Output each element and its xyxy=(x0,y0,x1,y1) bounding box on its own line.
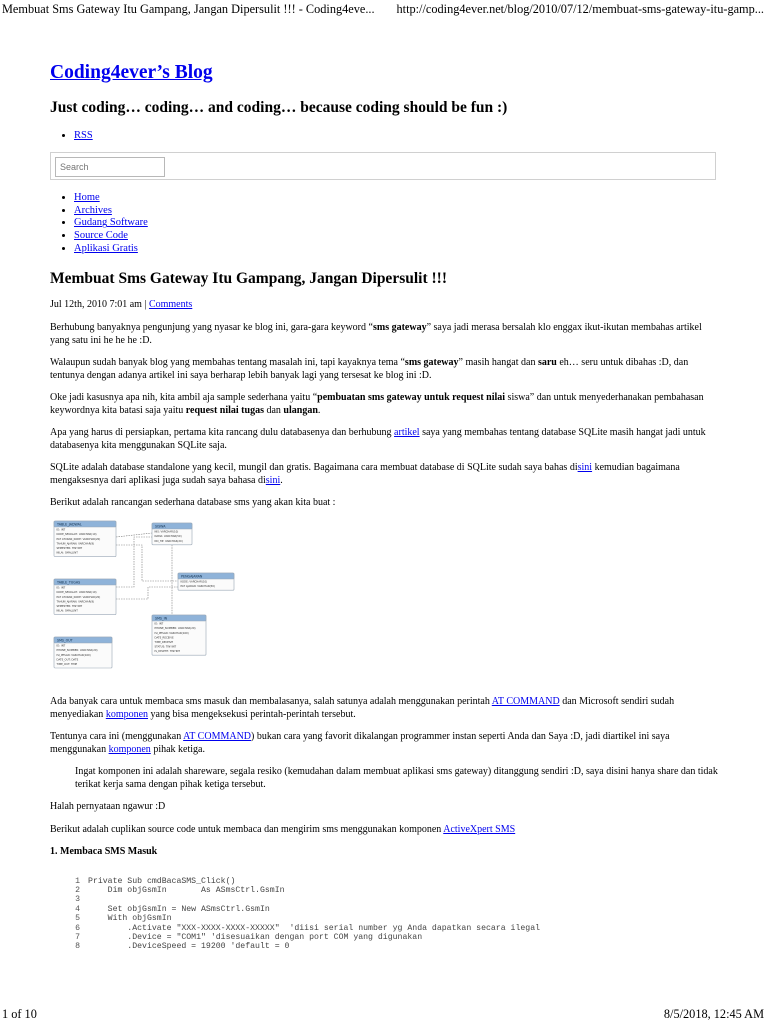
table-field: NILAI: SMALLINT xyxy=(56,609,78,613)
table-field: TIME_RECEIVE xyxy=(154,641,174,645)
table-field: KODE_SEKOLAH: VARCHAR(10) xyxy=(56,533,97,537)
diagram-tables xyxy=(54,521,234,668)
diagram-table xyxy=(54,521,116,557)
code-block xyxy=(50,877,720,952)
paragraph-1 xyxy=(50,322,720,347)
disclaimer-quote: Ingat komponen ini adalah shareware, segala resiko (kemudahan dalam membuat aplikasi sms gateway) ditanggung sendiri :D, saya disini hanya share dan tidak terikat kerja sama dengan pihak ketiga tersebut. xyxy=(75,766,718,790)
blog-title xyxy=(50,60,213,86)
text: Ada banyak cara untuk membaca sms masuk dan membalasanya, salah satunya adalah menggunakan perintah xyxy=(50,696,492,708)
diagram-table xyxy=(54,637,112,668)
table-field: SEMESTER: TINYINT xyxy=(56,605,83,609)
paragraph-3 xyxy=(50,392,720,417)
rss-item xyxy=(74,130,93,143)
bold-keyword: sms gateway xyxy=(404,356,459,368)
text: ) bukan cara yang favorit dikalangan programmer instan seperti Anda dan Saya :D, jadi diartikel ini saya menggunakan xyxy=(50,731,670,755)
nav-link-archives[interactable]: Archives xyxy=(74,204,112,216)
nav-link-home[interactable]: Home xyxy=(74,192,100,203)
table-field: PHONE_NUMBER: VARCHAR(20) xyxy=(56,649,98,653)
paragraph-8 xyxy=(50,731,720,756)
blog-tagline: Just coding… coding… and coding… because coding should be fun :) xyxy=(50,99,508,116)
table-field: ID: INT xyxy=(56,528,66,532)
code-text: Dim objGsmIn As ASmsCtrl.GsmIn xyxy=(88,886,285,896)
diagram-relations xyxy=(116,533,178,615)
table-field: ISI_PESAN: VARCHAR(160) xyxy=(154,632,189,636)
text: Apa yang harus di persiapkan, pertama kita rancang dulu databasenya dan berhubung xyxy=(50,426,395,438)
table-field: DATE_OUT: DATE xyxy=(56,658,79,662)
diagram-table xyxy=(54,579,116,615)
text: ” masih hangat dan xyxy=(458,356,538,368)
line-number: 6 xyxy=(75,923,80,933)
table-field: PHONE_NUMBER: VARCHAR(20) xyxy=(154,627,196,631)
line-number: 5 xyxy=(75,914,80,924)
nav-item-gudang-software xyxy=(74,217,148,230)
nav-item-aplikasi-gratis xyxy=(74,243,148,256)
page-number: 1 of 10 xyxy=(2,1007,37,1021)
table-name: TABLE_JADWAL xyxy=(57,522,82,527)
diagram-table xyxy=(178,573,234,590)
text: Berikut adalah cuplikan source code untuk membaca dan mengirim sms menggunakan komponen xyxy=(50,823,444,835)
sini-link-1[interactable]: sini xyxy=(577,461,593,473)
code-line xyxy=(50,877,720,886)
code-text: Set objGsmIn = New ASmsCtrl.GsmIn xyxy=(88,904,270,914)
code-line xyxy=(50,924,720,933)
code-line xyxy=(50,895,720,904)
relation-line xyxy=(116,587,178,599)
line-number: 8 xyxy=(75,942,80,952)
nav-link-gudang-software[interactable]: Gudang Software xyxy=(74,217,148,229)
diagram-table xyxy=(152,615,206,655)
text: Oke jadi kasusnya apa nih, kita ambil aja sample sederhana yaitu “ xyxy=(50,391,318,403)
text: SQLite adalah database standalone yang kecil, mungil dan gratis. Bagaimana cara membuat database di SQLite sudah saya bahas di xyxy=(50,461,578,473)
print-header xyxy=(0,0,768,18)
rss-link[interactable]: RSS xyxy=(74,130,93,141)
paragraph-6: Berikut adalah rancangan sederhana database sms yang akan kita buat : xyxy=(50,496,336,508)
text: . xyxy=(280,474,283,486)
table-field: ID: INT xyxy=(56,644,66,648)
search-container xyxy=(50,152,716,180)
table-name: SMS_IN xyxy=(155,616,168,621)
line-number: 2 xyxy=(75,886,80,896)
activexpert-link[interactable]: ActiveXpert SMS xyxy=(443,823,516,835)
database-diagram xyxy=(52,519,237,682)
table-field: DATE_RECEIVE xyxy=(154,636,174,640)
nav-item-archives xyxy=(74,205,148,218)
table-field: PAT ATURAN_KODE: VARCHAR(20) xyxy=(56,538,101,542)
sini-link-2[interactable]: sini xyxy=(265,474,281,486)
text: dan Microsoft sendiri sudah menyediakan xyxy=(50,696,675,720)
text: siswa xyxy=(505,391,530,403)
table-field: PAT AJARAN: VARCHAR(50) xyxy=(180,585,215,589)
table-field: ISI_PESAN: VARCHAR(160) xyxy=(56,654,91,658)
table-field: KODE: VARCHAR(10) xyxy=(180,580,208,584)
print-datetime: 8/5/2018, 12:45 AM xyxy=(663,1007,764,1021)
table-field: ID: INT xyxy=(56,586,66,590)
table-field: NIS: VARCHAR(10) xyxy=(154,530,179,534)
table-field: SEMESTER: TINYINT xyxy=(56,547,83,551)
paragraph-9: Halah pernyataan ngawur :D xyxy=(50,801,166,813)
code-text: .DeviceSpeed = 19200 'default = 0 xyxy=(88,942,290,952)
text: saya yang membahas tentang database SQLite masih hangat jadi untuk databasenya kita menggunakan SQLite saja. xyxy=(50,426,706,451)
table-field: NO_HP: VARCHAR(20) xyxy=(154,540,183,544)
code-line xyxy=(50,942,720,951)
table-field: TIME_OUT: TIME xyxy=(56,663,78,667)
table-field: NAMA: VARCHAR(50) xyxy=(154,535,182,539)
main-nav xyxy=(50,192,148,256)
text: dan xyxy=(263,404,284,416)
table-field: TAHUN_AJARAN: VARCHAR(9) xyxy=(56,600,95,604)
table-name: TABLE_TUGAS xyxy=(57,580,81,585)
post-date: Jul 12th, 2010 7:01 am | xyxy=(50,299,149,310)
comments-link[interactable]: Comments xyxy=(148,299,193,310)
paragraph-10 xyxy=(50,824,720,837)
print-footer xyxy=(0,1007,768,1023)
search-input[interactable] xyxy=(55,157,165,177)
code-line xyxy=(50,886,720,895)
nav-item-home xyxy=(74,192,148,205)
paragraph-2 xyxy=(50,357,720,382)
komponen-link-1[interactable]: komponen xyxy=(105,708,149,720)
paragraph-5 xyxy=(50,462,720,487)
code-text: .Activate "XXX-XXXX-XXXX-XXXXX" 'diisi serial number yg Anda dapatkan secara ilegal xyxy=(88,923,541,933)
blog-title-link[interactable]: Coding4ever’s Blog xyxy=(50,62,213,83)
rss-list xyxy=(50,130,93,143)
text: yang bisa mengeksekusi perintah-perintah tersebut. xyxy=(148,708,356,720)
komponen-link-2[interactable]: komponen xyxy=(108,743,151,755)
post-content xyxy=(50,322,720,952)
bold-word: ulangan xyxy=(283,404,318,416)
paragraph-4 xyxy=(50,427,720,452)
table-name: SMS_OUT xyxy=(57,638,73,643)
text: pihak ketiga. xyxy=(150,743,205,755)
code-text: With objGsmIn xyxy=(88,914,172,924)
nav-link-source-code[interactable]: Source Code xyxy=(74,230,128,242)
diagram-table xyxy=(152,523,192,545)
print-header-title: Membuat Sms Gateway Itu Gampang, Jangan Dipersulit !!! - Coding4eve... xyxy=(2,2,375,16)
text: Tentunya cara ini (menggunakan xyxy=(50,731,184,743)
line-number: 7 xyxy=(75,933,80,943)
paragraph-7 xyxy=(50,696,720,721)
post-title: Membuat Sms Gateway Itu Gampang, Jangan Dipersulit !!! xyxy=(50,270,447,287)
nav-item-source-code xyxy=(74,230,148,243)
artikel-link[interactable]: artikel xyxy=(394,426,420,438)
text: eh… seru untuk dibahas :D, dan tentunya dengan adanya artikel ini saya berharap lebih banyak lagi yang tersesat ke blog ini :D. xyxy=(50,356,689,381)
relation-line xyxy=(116,537,152,587)
line-number: 3 xyxy=(75,895,80,905)
code-line xyxy=(50,914,720,923)
line-number: 4 xyxy=(75,904,80,914)
relation-line xyxy=(116,533,152,537)
nav-link-aplikasi-gratis[interactable]: Aplikasi Gratis xyxy=(74,242,138,254)
table-field: IS_DELETE: TINYINT xyxy=(154,650,181,654)
bold-word: saru xyxy=(537,356,557,368)
text: ” saya jadi merasa bersalah klo enggax ikut-ikutan membahas artikel yang satu ini he he he :D. xyxy=(50,322,702,346)
line-number: 1 xyxy=(75,876,80,886)
print-header-url: http://coding4ever.net/blog/2010/07/12/membuat-sms-gateway-itu-gamp... xyxy=(396,2,764,16)
text: kemudian bagaimana mengaksesnya dari aplikasi juga sudah saya bahasa di xyxy=(50,461,680,486)
relation-line xyxy=(116,545,178,581)
table-field: NILAI: SMALLINT xyxy=(56,551,78,555)
table-field: STATUS: TINYINT xyxy=(154,645,177,649)
table-name: SISWA xyxy=(155,524,166,529)
code-text: Private Sub cmdBacaSMS_Click() xyxy=(88,876,236,886)
text: Walaupun sudah banyak blog yang membahas tentang masalah ini, tapi kayaknya tema “ xyxy=(50,356,405,368)
code-line xyxy=(50,905,720,914)
text: . xyxy=(317,404,321,416)
text: Berhubung banyaknya pengunjung yang nyasar ke blog ini, gara-gara keyword “ xyxy=(50,322,373,333)
table-name: PENGAJARAN xyxy=(181,574,203,579)
bold-keyword: sms gateway xyxy=(372,322,427,333)
bold-phrase: request nilai tugas xyxy=(185,404,264,416)
table-field: TAHUN_AJARAN: VARCHAR(9) xyxy=(56,542,95,546)
at-command-link-2[interactable]: AT COMMAND xyxy=(183,731,252,743)
text: ” dan untuk menyederhanakan pembahasan keywordnya kita batasi saja yaitu xyxy=(50,391,704,416)
bold-phrase: pembuatan sms gateway untuk request nilai xyxy=(317,391,506,403)
table-field: KODE_SEKOLAH: VARCHAR(10) xyxy=(56,591,97,595)
at-command-link-1[interactable]: AT COMMAND xyxy=(491,696,560,708)
table-field: PAT ATURAN_KODE: VARCHAR(20) xyxy=(56,596,101,600)
section-heading: 1. Membaca SMS Masuk xyxy=(50,846,158,858)
table-field: ID: INT xyxy=(154,622,164,626)
post-meta xyxy=(50,299,192,311)
code-text: .Device = "COM1" 'disesuaikan dengan port COM yang digunakan xyxy=(88,933,423,943)
